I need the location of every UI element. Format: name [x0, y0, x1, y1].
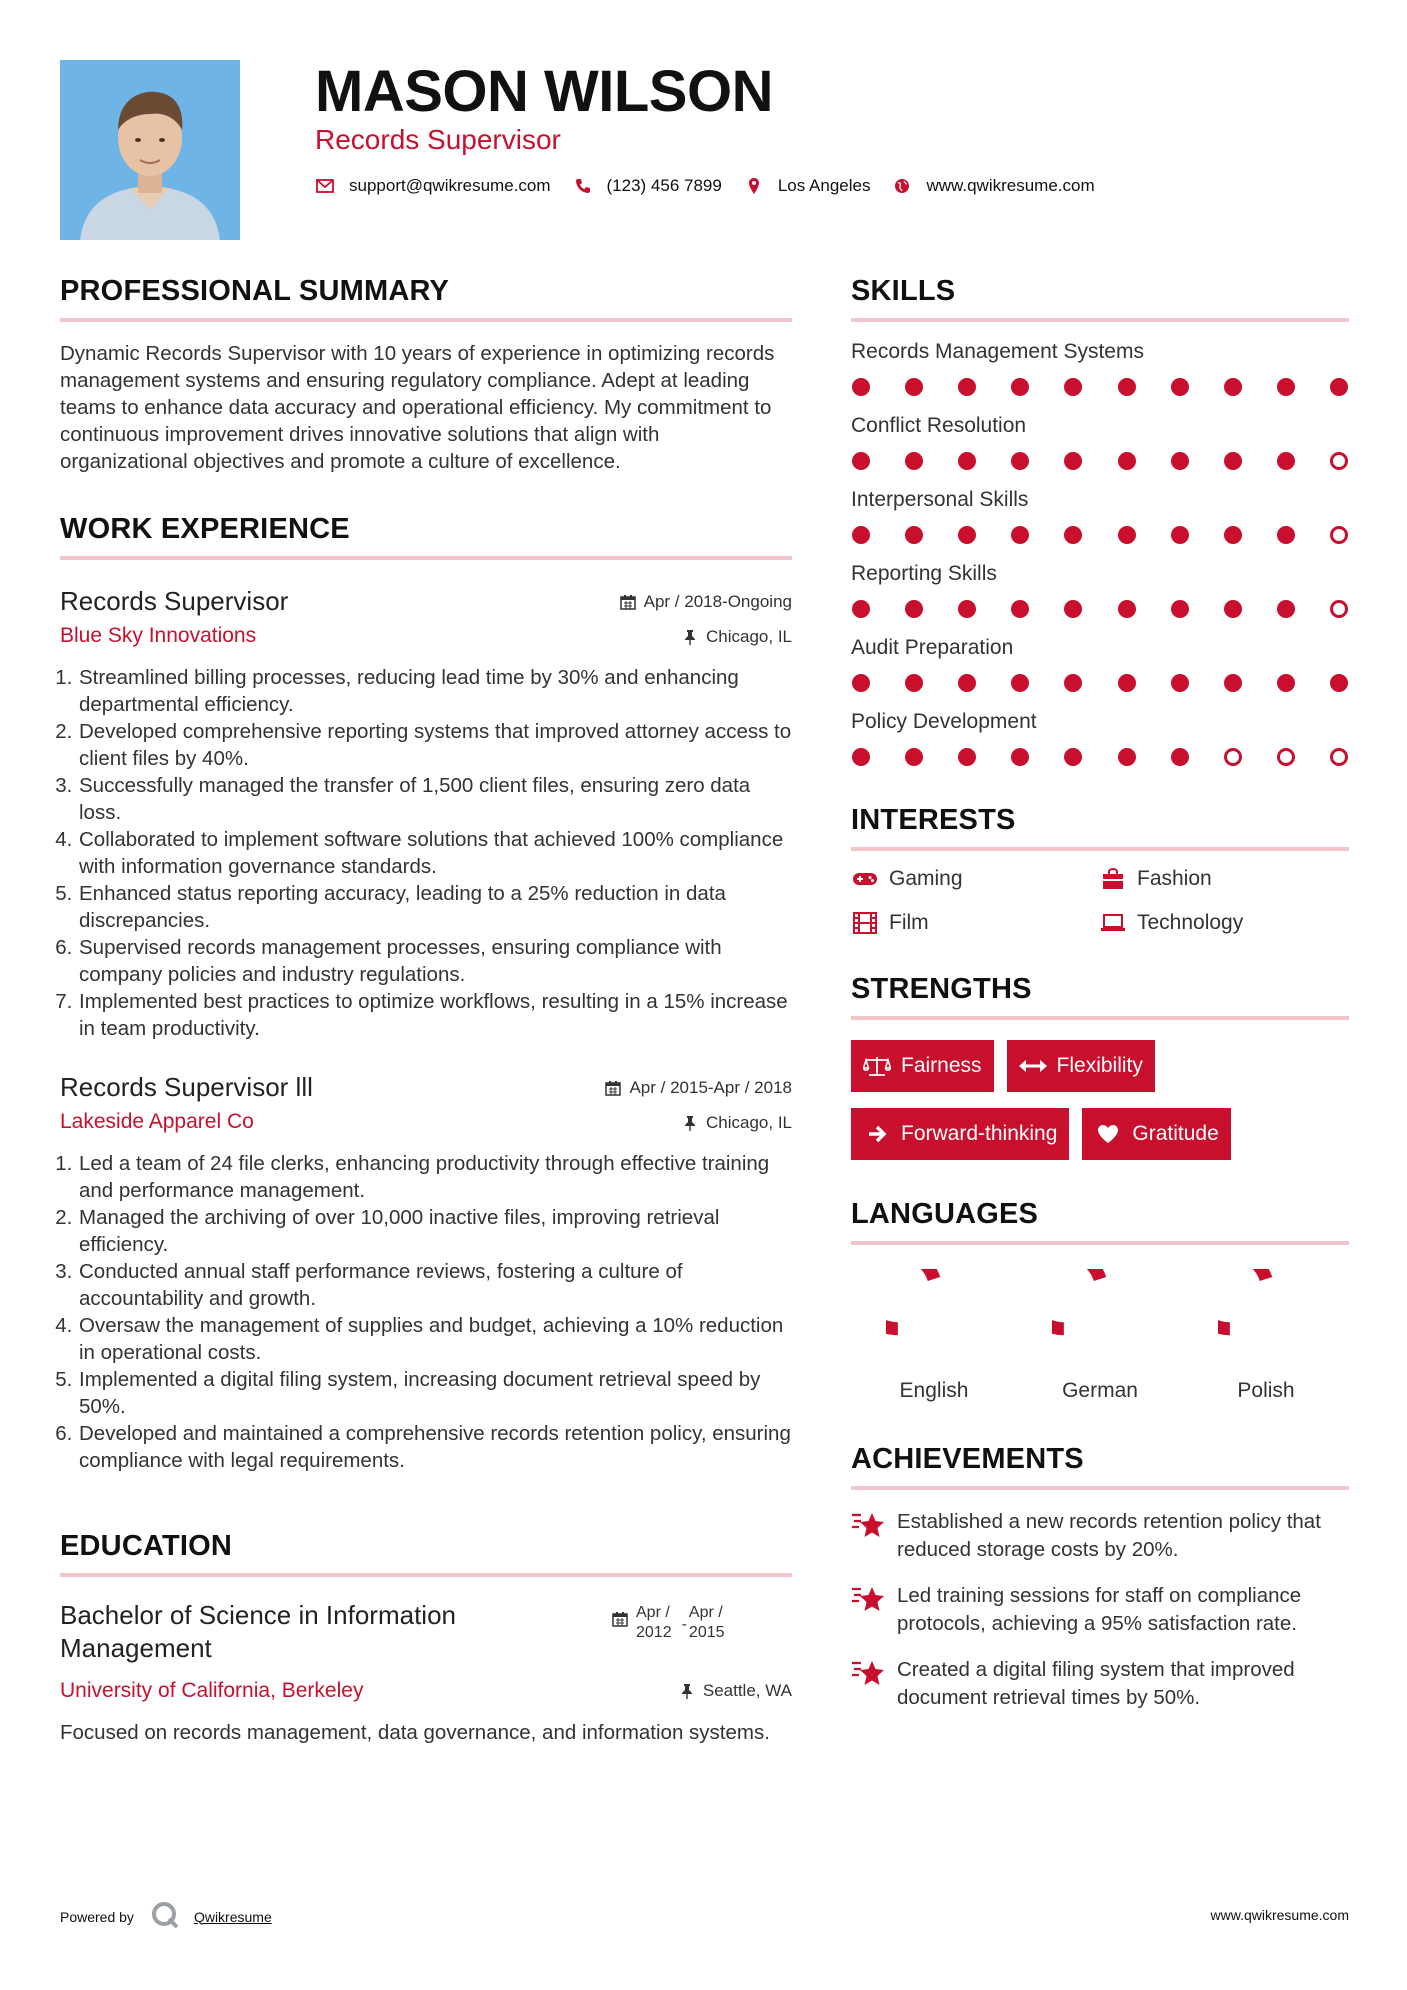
skill-dot-empty: [1224, 748, 1242, 766]
skill-dot-filled: [1224, 378, 1242, 396]
contact-email[interactable]: [315, 176, 551, 196]
list-item: 5. Implemented a digital filing system, increasing document retrieval speed by 50%.: [78, 1366, 792, 1420]
skill-dot-filled: [1118, 748, 1136, 766]
skill-dot-filled: [1171, 452, 1189, 470]
skill-dot-filled: [852, 526, 870, 544]
language-name: English: [899, 1379, 969, 1402]
language-name: Polish: [1237, 1379, 1295, 1402]
education-date: [612, 1603, 725, 1643]
skills-list: [851, 340, 1349, 766]
skill-dot-filled: [1171, 526, 1189, 544]
skill-dot-filled: [1064, 674, 1082, 692]
interest-item: [1099, 867, 1349, 891]
footer-powered-by: [60, 1900, 272, 1933]
profile-photo: [60, 60, 240, 240]
interest-label: Gaming: [889, 867, 963, 890]
skills-heading: SKILLS: [851, 275, 1349, 322]
edu-start-year: 2012: [636, 1624, 672, 1641]
skill-dot-empty: [1330, 452, 1348, 470]
list-item: 2. Managed the archiving of over 10,000 inactive files, improving retrieval efficiency.: [78, 1204, 792, 1258]
heart-icon: [1094, 1123, 1122, 1145]
skill-dot-filled: [1011, 674, 1029, 692]
job-bullets: [60, 1150, 792, 1474]
edu-date-separator: -: [681, 1616, 687, 1633]
skill-dot-empty: [1330, 748, 1348, 766]
job-date: [620, 592, 792, 612]
skill-dot-filled: [905, 452, 923, 470]
strength-tag: [1082, 1108, 1230, 1160]
interest-label: Film: [889, 911, 929, 934]
skill-item: [851, 414, 1349, 470]
candidate-name: MASON WILSON: [315, 59, 773, 124]
strength-tag: [851, 1040, 994, 1092]
skill-dot-filled: [1277, 526, 1295, 544]
language-item: [1183, 1269, 1349, 1403]
language-ring: [1218, 1269, 1314, 1365]
balance-scale-icon: [863, 1055, 891, 1077]
list-item: 5. Enhanced status reporting accuracy, leading to a 25% reduction in data discrepancies.: [78, 880, 792, 934]
skill-rating: [851, 674, 1349, 692]
education-description: Focused on records management, data governance, and information systems.: [60, 1721, 770, 1744]
right-column: [851, 275, 1349, 1712]
list-item: 7. Implemented best practices to optimize workflows, resulting in a 15% increase in team productivity.: [78, 988, 792, 1042]
language-ring: [1052, 1269, 1148, 1365]
education-entry: [60, 1591, 792, 1702]
skill-dot-filled: [1011, 526, 1029, 544]
skill-dot-filled: [958, 600, 976, 618]
interest-label: Technology: [1137, 911, 1244, 934]
skill-dot-empty: [1330, 600, 1348, 618]
powered-by-text: Powered by: [60, 1908, 134, 1925]
skill-dot-filled: [1277, 600, 1295, 618]
achievement-item: [851, 1656, 1349, 1712]
interest-item: [851, 867, 1099, 891]
calendar-icon: [605, 1080, 621, 1096]
person-avatar-icon: [60, 60, 240, 240]
globe-icon: [892, 176, 912, 196]
job-location: [682, 627, 792, 647]
achievement-text: Led training sessions for staff on compliance protocols, achieving a 95% satisfaction rate.: [897, 1584, 1302, 1635]
phone-text: (123) 456 7899: [606, 176, 722, 195]
skill-dot-filled: [1118, 674, 1136, 692]
job-location-text: Chicago, IL: [706, 1113, 792, 1132]
map-pin-icon: [744, 176, 764, 196]
skill-dot-filled: [1064, 452, 1082, 470]
qwikresume-logo-icon: [150, 1900, 180, 1933]
skill-dot-filled: [958, 674, 976, 692]
envelope-icon: [315, 176, 335, 196]
language-item: [1017, 1269, 1183, 1403]
job-company: Blue Sky Innovations: [60, 624, 257, 647]
skill-dot-empty: [1330, 526, 1348, 544]
interest-item: [1099, 911, 1349, 935]
skill-rating: [851, 600, 1349, 618]
interest-label: Fashion: [1137, 867, 1212, 890]
education-location: [679, 1681, 792, 1701]
strength-tag: [1007, 1040, 1155, 1092]
achievement-item: [851, 1582, 1349, 1638]
skill-dot-filled: [1011, 600, 1029, 618]
languages-heading: LANGUAGES: [851, 1198, 1349, 1245]
language-ring-arc: [1052, 1269, 1100, 1329]
list-item: 6. Supervised records management processes, ensuring compliance with company policies and industry regulations.: [78, 934, 792, 988]
skill-dot-filled: [1064, 600, 1082, 618]
skill-dot-filled: [1064, 748, 1082, 766]
qwikresume-link[interactable]: Qwikresume: [193, 1908, 272, 1925]
job-location: [682, 1113, 792, 1133]
skill-item: [851, 636, 1349, 692]
skill-rating: [851, 748, 1349, 766]
shooting-star-icon: [851, 1584, 885, 1614]
list-item: 6. Developed and maintained a comprehensive records retention policy, ensuring compliance with legal requirements.: [78, 1420, 792, 1474]
edu-start-month: Apr /: [636, 1604, 670, 1621]
shooting-star-icon: [851, 1510, 885, 1540]
language-ring-arc: [1218, 1269, 1266, 1329]
skill-dot-filled: [852, 452, 870, 470]
skill-dot-filled: [1224, 674, 1242, 692]
job-entry: [60, 578, 792, 1042]
achievement-item: [851, 1508, 1349, 1564]
strength-label: Forward-thinking: [901, 1122, 1058, 1145]
left-column: [60, 275, 792, 1746]
skill-dot-filled: [1224, 452, 1242, 470]
language-ring-arc: [886, 1269, 934, 1329]
skill-dot-filled: [905, 378, 923, 396]
skill-dot-filled: [1011, 378, 1029, 396]
job-title: Records Supervisor: [60, 586, 289, 616]
candidate-title: Records Supervisor: [315, 124, 561, 155]
skill-rating: [851, 452, 1349, 470]
skill-dot-filled: [1277, 378, 1295, 396]
skill-item: [851, 340, 1349, 396]
laptop-icon: [1099, 911, 1127, 935]
experience-heading: WORK EXPERIENCE: [60, 513, 792, 560]
skill-dot-filled: [905, 600, 923, 618]
shooting-star-icon: [851, 1658, 885, 1688]
strength-label: Fairness: [901, 1054, 982, 1077]
pushpin-icon: [682, 629, 698, 645]
skill-item: [851, 488, 1349, 544]
strength-label: Gratitude: [1132, 1122, 1219, 1145]
skill-dot-filled: [1011, 748, 1029, 766]
job-date-text: Apr / 2018-Ongoing: [643, 592, 792, 611]
education-location-text: Seattle, WA: [702, 1681, 792, 1700]
interests-list: [851, 867, 1349, 935]
skill-dot-filled: [1064, 526, 1082, 544]
skill-dot-filled: [1330, 674, 1348, 692]
contact-bar: [315, 176, 1117, 196]
achievements-heading: ACHIEVEMENTS: [851, 1443, 1349, 1490]
strength-tag: [851, 1108, 1069, 1160]
summary-text: Dynamic Records Supervisor with 10 years of experience in optimizing records management systems and ensuring regulatory compliance. Adept at leading teams to enhance data accuracy and operational efficiency. My commitment to continuous improvement drives innovative solutions that align with organizational objectives and promote a culture of excellence.: [60, 342, 775, 473]
skill-dot-empty: [1277, 748, 1295, 766]
skill-rating: [851, 526, 1349, 544]
skill-dot-filled: [1171, 674, 1189, 692]
location-text: Los Angeles: [777, 176, 871, 195]
list-item: 3. Successfully managed the transfer of 1,500 client files, ensuring zero data loss.: [78, 772, 792, 826]
skill-dot-filled: [1171, 600, 1189, 618]
skill-dot-filled: [958, 526, 976, 544]
skill-dot-filled: [1118, 378, 1136, 396]
edu-end-year: 2015: [688, 1624, 725, 1641]
job-entry: [60, 1064, 792, 1474]
achievement-text: Created a digital filing system that improved document retrieval times by 50%.: [897, 1658, 1295, 1709]
contact-phone[interactable]: [573, 176, 722, 196]
list-item: 2. Developed comprehensive reporting systems that improved attorney access to client files by 40%.: [78, 718, 792, 772]
skill-dot-filled: [1064, 378, 1082, 396]
skill-name: Interpersonal Skills: [851, 488, 1029, 511]
skill-dot-filled: [1011, 452, 1029, 470]
skill-rating: [851, 378, 1349, 396]
skill-dot-filled: [852, 674, 870, 692]
languages-list: [851, 1269, 1349, 1403]
email-text: support@qwikresume.com: [349, 176, 551, 195]
interest-item: [851, 911, 1099, 935]
skill-name: Audit Preparation: [851, 636, 1014, 659]
edu-end-month: Apr /: [688, 1604, 723, 1621]
skill-dot-filled: [1118, 526, 1136, 544]
list-item: 1. Streamlined billing processes, reducing lead time by 30% and enhancing departmental efficiency.: [78, 664, 792, 718]
skill-dot-filled: [1277, 674, 1295, 692]
interests-heading: INTERESTS: [851, 804, 1349, 851]
skill-dot-filled: [905, 748, 923, 766]
website-text: www.qwikresume.com: [926, 176, 1095, 195]
arrows-horizontal-icon: [1019, 1055, 1047, 1077]
education-school: University of California, Berkeley: [60, 1679, 364, 1702]
calendar-icon: [620, 594, 636, 610]
list-item: 4. Oversaw the management of supplies and budget, achieving a 10% reduction in operational costs.: [78, 1312, 792, 1366]
language-ring: [886, 1269, 982, 1365]
footer-url[interactable]: www.qwikresume.com: [1210, 1907, 1349, 1923]
gamepad-icon: [851, 867, 879, 891]
list-item: 3. Conducted annual staff performance reviews, fostering a culture of accountability and growth.: [78, 1258, 792, 1312]
calendar-icon: [612, 1611, 628, 1627]
list-item: 1. Led a team of 24 file clerks, enhancing productivity through effective training and performance management.: [78, 1150, 792, 1204]
skill-dot-filled: [905, 674, 923, 692]
pushpin-icon: [679, 1683, 695, 1699]
education-degree: Bachelor of Science in Information Management: [60, 1600, 456, 1663]
skill-dot-filled: [1224, 600, 1242, 618]
skill-dot-filled: [958, 378, 976, 396]
arrow-right-icon: [863, 1123, 891, 1145]
strengths-list: [851, 1040, 1349, 1176]
skill-name: Conflict Resolution: [851, 414, 1027, 437]
skill-dot-filled: [1171, 748, 1189, 766]
skill-dot-filled: [1224, 526, 1242, 544]
job-company: Lakeside Apparel Co: [60, 1110, 254, 1133]
strengths-heading: STRENGTHS: [851, 973, 1349, 1020]
skill-dot-filled: [1118, 600, 1136, 618]
summary-heading: PROFESSIONAL SUMMARY: [60, 275, 792, 322]
skill-dot-filled: [958, 452, 976, 470]
contact-location: [744, 176, 871, 196]
skill-item: [851, 562, 1349, 618]
job-bullets: [60, 664, 792, 1042]
job-date-text: Apr / 2015-Apr / 2018: [629, 1078, 792, 1097]
skill-dot-filled: [958, 748, 976, 766]
shopping-bag-icon: [1099, 867, 1127, 891]
job-date: [605, 1078, 792, 1098]
job-location-text: Chicago, IL: [706, 627, 792, 646]
language-name: German: [1062, 1379, 1138, 1402]
achievement-text: Established a new records retention policy that reduced storage costs by 20%.: [897, 1510, 1321, 1561]
skill-dot-filled: [1277, 452, 1295, 470]
skill-name: Records Management Systems: [851, 340, 1144, 363]
skill-dot-filled: [852, 378, 870, 396]
list-item: 4. Collaborated to implement software solutions that achieved 100% compliance with information governance standards.: [78, 826, 792, 880]
language-item: [851, 1269, 1017, 1403]
skill-dot-filled: [1118, 452, 1136, 470]
job-title: Records Supervisor lll: [60, 1072, 313, 1102]
skill-dot-filled: [905, 526, 923, 544]
contact-website[interactable]: [892, 176, 1094, 196]
film-icon: [851, 911, 879, 935]
skill-dot-filled: [1171, 378, 1189, 396]
skill-name: Reporting Skills: [851, 562, 997, 585]
pushpin-icon: [682, 1115, 698, 1131]
skill-item: [851, 710, 1349, 766]
strength-label: Flexibility: [1056, 1054, 1143, 1077]
phone-icon: [573, 176, 593, 196]
skill-dot-filled: [852, 600, 870, 618]
skill-dot-filled: [1330, 378, 1348, 396]
education-heading: EDUCATION: [60, 1530, 792, 1577]
skill-dot-filled: [852, 748, 870, 766]
skill-name: Policy Development: [851, 710, 1037, 733]
